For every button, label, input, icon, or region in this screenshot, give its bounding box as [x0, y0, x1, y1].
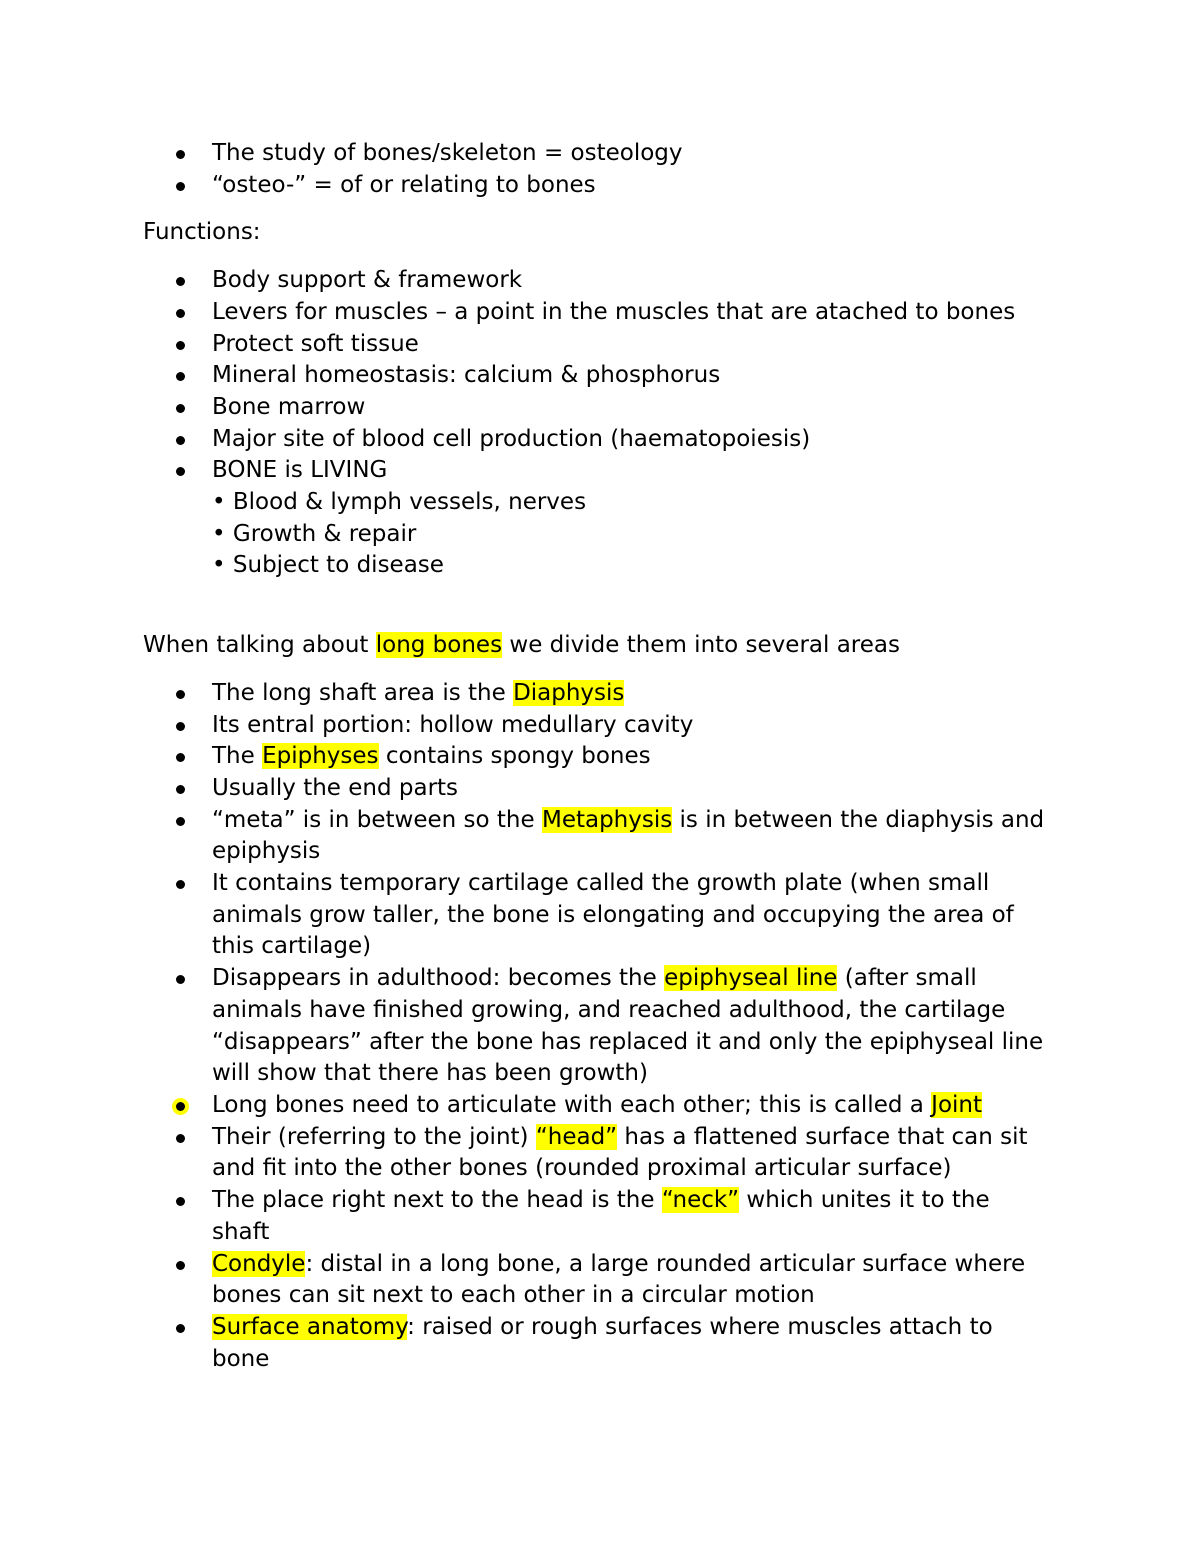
list-item — [143, 773, 1050, 805]
text-run: which unites it to the shaft — [212, 1187, 990, 1245]
functions-list — [143, 265, 1050, 582]
list-item — [143, 329, 1050, 361]
text-run: The place right next to the head is the — [212, 1187, 662, 1214]
text-run: Their (referring to the joint) — [212, 1123, 536, 1150]
text-run: “meta” is in between so the — [212, 806, 542, 833]
list-item — [143, 1122, 1050, 1185]
highlighted-term: “head” — [535, 1123, 618, 1150]
highlighted-term: Metaphysis — [541, 806, 673, 833]
highlighted-term: long bones — [375, 632, 503, 659]
list-item — [143, 710, 1050, 742]
text-run: Mineral homeostasis: calcium & phosphorus — [212, 362, 721, 389]
list-item — [143, 963, 1050, 1090]
text-run: is in between the diaphysis and epiphysis — [212, 806, 1045, 865]
list-item — [143, 1185, 1050, 1248]
text-run: (after small animals have finished growing, and reached adulthood, the cartilage “disappears” after the bone has replaced it and only the epiphyseal line will show that there has been growth) — [212, 965, 1044, 1087]
text-run: Disappears in adulthood: becomes the — [212, 965, 665, 992]
list-item — [143, 805, 1050, 868]
text-run: Protect soft tissue — [212, 330, 419, 357]
text-run: we divide them into several areas — [502, 632, 900, 659]
list-item — [143, 1090, 1050, 1122]
functions-heading: Functions: — [143, 219, 261, 246]
intro-list — [143, 138, 1050, 201]
highlighted-term: Surface anatomy — [212, 1313, 408, 1340]
text-run: The — [212, 743, 263, 770]
long-bones-intro — [143, 630, 1050, 662]
sub-list-item: • Blood & lymph vessels, nerves — [212, 487, 1050, 519]
highlighted-term: Diaphysis — [513, 679, 625, 706]
text-run: The long shaft area is the — [212, 679, 514, 706]
list-item — [143, 868, 1050, 963]
highlighted-term: “neck” — [661, 1187, 740, 1214]
list-item — [143, 392, 1050, 424]
text-run: : raised or rough surfaces where muscles attach to bone — [212, 1313, 993, 1372]
text-run: Bone marrow — [212, 393, 366, 420]
text-run: : distal in a long bone, a large rounded articular surface where bones can sit next to each other in a circular motion — [212, 1250, 1026, 1309]
list-item — [143, 265, 1050, 297]
sub-list-item: • Subject to disease — [212, 550, 1050, 582]
highlighted-term: Condyle — [212, 1250, 306, 1277]
highlighted-term: epiphyseal line — [664, 965, 838, 992]
living-sublist — [212, 487, 1050, 582]
sub-list-item: • Growth & repair — [212, 519, 1050, 551]
highlighted-term: Epiphyses — [262, 743, 379, 770]
list-item — [143, 678, 1050, 710]
text-run: has a flattened surface that can sit and fit into the other bones (rounded proximal articular surface) — [212, 1123, 1028, 1182]
list-item — [143, 1312, 1050, 1375]
list-item — [143, 138, 1050, 170]
text-run: Its entral portion: hollow medullary cavity — [212, 711, 694, 738]
list-item — [143, 360, 1050, 392]
text-run: Major site of blood cell production (haematopoiesis) — [212, 425, 811, 452]
list-item — [143, 424, 1050, 456]
text-run: Body support & framework — [212, 267, 523, 294]
text-run: Levers for muscles – a point in the muscles that are atached to bones — [212, 298, 1016, 325]
list-item — [143, 297, 1050, 329]
text-run: The study of bones/skeleton = osteology — [212, 140, 683, 166]
text-run: When talking about — [143, 632, 376, 659]
list-item — [143, 455, 1050, 582]
text-run: contains spongy bones — [378, 743, 651, 770]
text-run: Long bones need to articulate with each other; this is called a — [212, 1091, 932, 1118]
list-item — [143, 170, 1050, 202]
list-item — [143, 741, 1050, 773]
list-item — [143, 1249, 1050, 1312]
long-bones-list — [143, 678, 1050, 1375]
highlighted-term: Joint — [931, 1091, 983, 1118]
text-run: BONE is LIVING — [212, 457, 388, 484]
text-run: Usually the end parts — [212, 774, 459, 801]
text-run: “osteo-” = of or relating to bones — [212, 171, 596, 198]
text-run: It contains temporary cartilage called the growth plate (when small animals grow taller, the bone is elongating and occupying the area of this cartilage) — [212, 870, 1014, 960]
